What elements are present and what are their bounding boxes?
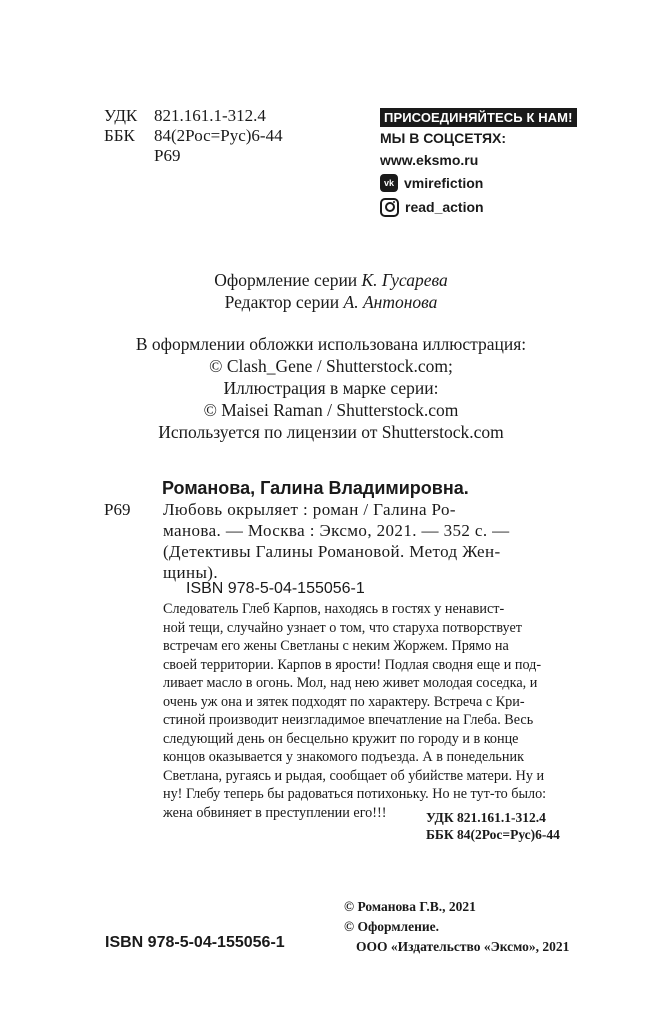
- annotation: [163, 600, 546, 822]
- join-banner-text: ПРИСОЕДИНЯЙТЕСЬ К НАМ!: [380, 108, 577, 127]
- vk-row[interactable]: [380, 171, 577, 195]
- udk-row: [104, 106, 283, 126]
- bottom-classification: [426, 809, 560, 843]
- series-design-line: [0, 270, 662, 291]
- copyright-block: [344, 897, 569, 957]
- annotation-line: встречам его жены Светланы с неким Жоржем. Прямо на: [163, 638, 509, 654]
- entry-line: (Детективы Галины Романовой. Метод Жен-: [163, 542, 501, 561]
- annotation-line: ливает масло в огонь. Мол, над нею живет молодая соседка, и: [163, 675, 538, 691]
- series-editor: А. Антонова: [343, 292, 438, 312]
- entry-code: Р69: [104, 500, 131, 519]
- series-designer: К. Гусарева: [361, 270, 448, 290]
- instagram-icon: [380, 198, 399, 217]
- credit-line: © Clash_Gene / Shutterstock.com;: [209, 356, 453, 376]
- entry-line: Любовь окрыляет : роман / Галина Ро-: [163, 500, 456, 519]
- annotation-line: своей территории. Карпов в ярости! Подлая сводня еще и под-: [163, 656, 542, 673]
- series-design-label: Оформление серии: [214, 270, 358, 290]
- instagram-row[interactable]: [380, 195, 577, 219]
- copyright-design: © Оформление.: [344, 919, 440, 934]
- credit-line: Используется по лицензии от Shutterstock.com: [158, 422, 504, 442]
- credit-line: Иллюстрация в марке серии:: [223, 378, 439, 398]
- entry-line: манова. — Москва : Эксмо, 2021. — 352 с. —: [163, 521, 510, 540]
- bbk-value: 84(2Рос=Рус)6-44: [154, 126, 283, 145]
- annotation-line: ну! Глебу теперь бы радоваться потихоньку. Но не тут-то было:: [163, 786, 547, 802]
- author-mark: Р69: [154, 146, 181, 165]
- social-block: [380, 108, 577, 219]
- udk-value: 821.161.1-312.4: [154, 106, 266, 125]
- bottom-bbk: ББК 84(2Рос=Рус)6-44: [426, 827, 560, 842]
- entry-isbn: ISBN 978-5-04-155056-1: [186, 580, 365, 597]
- series-editor-line: [0, 292, 662, 313]
- annotation-line: Светлана, ругаясь и рыдая, сообщает об убийстве матери. Ну и: [163, 767, 545, 784]
- annotation-line: стиной производит неизгладимое впечатление на Глеба. Весь: [163, 712, 534, 728]
- classification-block: [104, 106, 283, 166]
- entry-line: щины).: [163, 563, 219, 582]
- bbk-label: ББК: [104, 126, 135, 145]
- copyright-publisher: ООО «Издательство «Эксмо», 2021: [356, 939, 570, 954]
- annotation-line: жена обвиняет в преступлении его!!!: [163, 804, 387, 821]
- vk-icon: vk: [380, 174, 398, 192]
- join-banner: [380, 108, 577, 127]
- annotation-line: Следователь Глеб Карпов, находясь в гостях у ненавист-: [163, 601, 505, 617]
- copyright-author: © Романова Г.В., 2021: [344, 899, 476, 914]
- credit-line: В оформлении обложки использована иллюстрация:: [135, 334, 527, 354]
- udk-label: УДК: [104, 106, 138, 125]
- credit-line: © Maisei Raman / Shutterstock.com: [203, 400, 459, 420]
- instagram-handle: read_action: [405, 199, 484, 215]
- social-subtitle: МЫ В СОЦСЕТЯХ:: [380, 130, 507, 146]
- annotation-line: очень уж она и зятек подходят по характеру. Встреча с Кри-: [163, 693, 525, 710]
- annotation-line: концов оказывается у знакомого подъезда. А в понедельник: [163, 749, 524, 765]
- bottom-udk: УДК 821.161.1-312.4: [426, 810, 546, 825]
- vk-handle: vmirefiction: [404, 175, 484, 191]
- bbk-row: [104, 126, 283, 146]
- annotation-line: ной тещи, случайно узнает о том, что старуха потворствует: [163, 619, 522, 636]
- entry-description: [163, 499, 510, 583]
- entry-author: Романова, Галина Владимировна.: [162, 478, 469, 498]
- series-editor-label: Редактор серии: [224, 292, 340, 312]
- isbn-bottom: ISBN 978-5-04-155056-1: [105, 934, 285, 951]
- annotation-line: следующий день он бесцельно кружит по городу и в конце: [163, 730, 519, 747]
- website-link[interactable]: www.eksmo.ru: [380, 152, 479, 168]
